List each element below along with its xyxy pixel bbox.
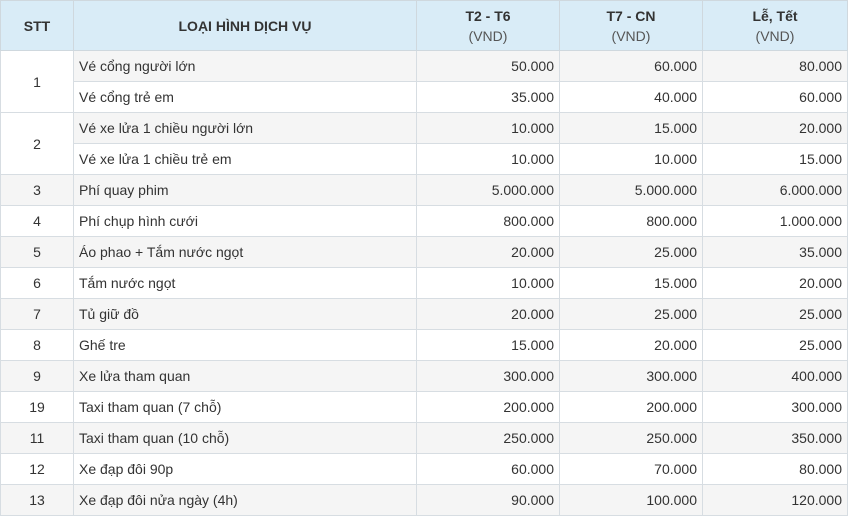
row-stt: 12: [1, 454, 74, 485]
row-stt: 11: [1, 423, 74, 454]
row-stt: 1: [1, 51, 74, 113]
row-service: Ghế tre: [74, 330, 417, 361]
row-weekend-price: 100.000: [560, 485, 703, 516]
row-holiday-price: 15.000: [703, 144, 848, 175]
row-weekday-price: 90.000: [417, 485, 560, 516]
header-weekday: [417, 1, 560, 51]
row-stt: 9: [1, 361, 74, 392]
table-row: [1, 268, 848, 299]
row-stt: 6: [1, 268, 74, 299]
row-weekend-price: 800.000: [560, 206, 703, 237]
table-row: [1, 51, 848, 82]
header-holiday: [703, 1, 848, 51]
table-row: [1, 206, 848, 237]
row-weekend-price: 25.000: [560, 299, 703, 330]
row-holiday-price: 20.000: [703, 268, 848, 299]
row-weekday-price: 50.000: [417, 51, 560, 82]
row-weekday-price: 10.000: [417, 144, 560, 175]
row-service: Vé xe lửa 1 chiều trẻ em: [74, 144, 417, 175]
table-row: [1, 144, 848, 175]
row-stt: 5: [1, 237, 74, 268]
row-holiday-price: 60.000: [703, 82, 848, 113]
header-weekend: [560, 1, 703, 51]
row-holiday-price: 6.000.000: [703, 175, 848, 206]
row-weekday-price: 15.000: [417, 330, 560, 361]
row-service: Tắm nước ngọt: [74, 268, 417, 299]
row-holiday-price: 25.000: [703, 299, 848, 330]
row-weekend-price: 5.000.000: [560, 175, 703, 206]
table-row: [1, 454, 848, 485]
row-service: Vé cổng người lớn: [74, 51, 417, 82]
row-weekday-price: 10.000: [417, 113, 560, 144]
row-stt: 4: [1, 206, 74, 237]
table-row: [1, 82, 848, 113]
table-row: [1, 485, 848, 516]
table-body: [1, 51, 848, 516]
row-weekend-price: 15.000: [560, 113, 703, 144]
row-weekend-price: 200.000: [560, 392, 703, 423]
table-row: [1, 237, 848, 268]
row-stt: 7: [1, 299, 74, 330]
row-weekday-price: 20.000: [417, 237, 560, 268]
table-row: [1, 175, 848, 206]
row-weekday-price: 300.000: [417, 361, 560, 392]
row-weekend-price: 60.000: [560, 51, 703, 82]
row-holiday-price: 25.000: [703, 330, 848, 361]
row-service: Taxi tham quan (7 chỗ): [74, 392, 417, 423]
row-service: Xe lửa tham quan: [74, 361, 417, 392]
row-weekday-price: 10.000: [417, 268, 560, 299]
row-weekday-price: 20.000: [417, 299, 560, 330]
row-service: Phí chụp hình cưới: [74, 206, 417, 237]
row-weekend-price: 300.000: [560, 361, 703, 392]
row-stt: 8: [1, 330, 74, 361]
table-header: [1, 1, 848, 51]
table-row: [1, 361, 848, 392]
row-weekday-price: 35.000: [417, 82, 560, 113]
table-row: [1, 423, 848, 454]
table-row: [1, 330, 848, 361]
row-holiday-price: 350.000: [703, 423, 848, 454]
header-holiday-unit: (VND): [755, 27, 795, 44]
row-weekday-price: 200.000: [417, 392, 560, 423]
table-row: [1, 113, 848, 144]
row-stt: 19: [1, 392, 74, 423]
row-service: Taxi tham quan (10 chỗ): [74, 423, 417, 454]
row-service: Áo phao + Tắm nước ngọt: [74, 237, 417, 268]
header-weekend-unit: (VND): [611, 27, 651, 44]
row-weekday-price: 60.000: [417, 454, 560, 485]
row-service: Xe đạp đôi 90p: [74, 454, 417, 485]
row-holiday-price: 300.000: [703, 392, 848, 423]
row-weekend-price: 20.000: [560, 330, 703, 361]
row-weekday-price: 800.000: [417, 206, 560, 237]
row-weekend-price: 250.000: [560, 423, 703, 454]
row-service: Vé xe lửa 1 chiều người lớn: [74, 113, 417, 144]
row-holiday-price: 120.000: [703, 485, 848, 516]
header-holiday-label: Lễ, Tết: [752, 7, 798, 24]
row-weekday-price: 250.000: [417, 423, 560, 454]
row-service: Phí quay phim: [74, 175, 417, 206]
header-stt: STT: [1, 1, 74, 51]
row-stt: 3: [1, 175, 74, 206]
row-service: Tủ giữ đồ: [74, 299, 417, 330]
row-stt: 2: [1, 113, 74, 175]
table-row: [1, 392, 848, 423]
header-service: LOẠI HÌNH DỊCH VỤ: [74, 1, 417, 51]
header-row: [1, 1, 848, 51]
row-weekend-price: 10.000: [560, 144, 703, 175]
row-holiday-price: 400.000: [703, 361, 848, 392]
row-service: Vé cổng trẻ em: [74, 82, 417, 113]
row-holiday-price: 35.000: [703, 237, 848, 268]
header-weekday-unit: (VND): [468, 27, 508, 44]
row-weekend-price: 40.000: [560, 82, 703, 113]
row-holiday-price: 80.000: [703, 51, 848, 82]
row-stt: 13: [1, 485, 74, 516]
header-weekday-label: T2 - T6: [465, 7, 511, 24]
row-holiday-price: 20.000: [703, 113, 848, 144]
row-service: Xe đạp đôi nửa ngày (4h): [74, 485, 417, 516]
row-holiday-price: 1.000.000: [703, 206, 848, 237]
row-weekend-price: 15.000: [560, 268, 703, 299]
row-holiday-price: 80.000: [703, 454, 848, 485]
table-row: [1, 299, 848, 330]
header-weekend-label: T7 - CN: [606, 7, 656, 24]
row-weekend-price: 25.000: [560, 237, 703, 268]
row-weekend-price: 70.000: [560, 454, 703, 485]
row-weekday-price: 5.000.000: [417, 175, 560, 206]
